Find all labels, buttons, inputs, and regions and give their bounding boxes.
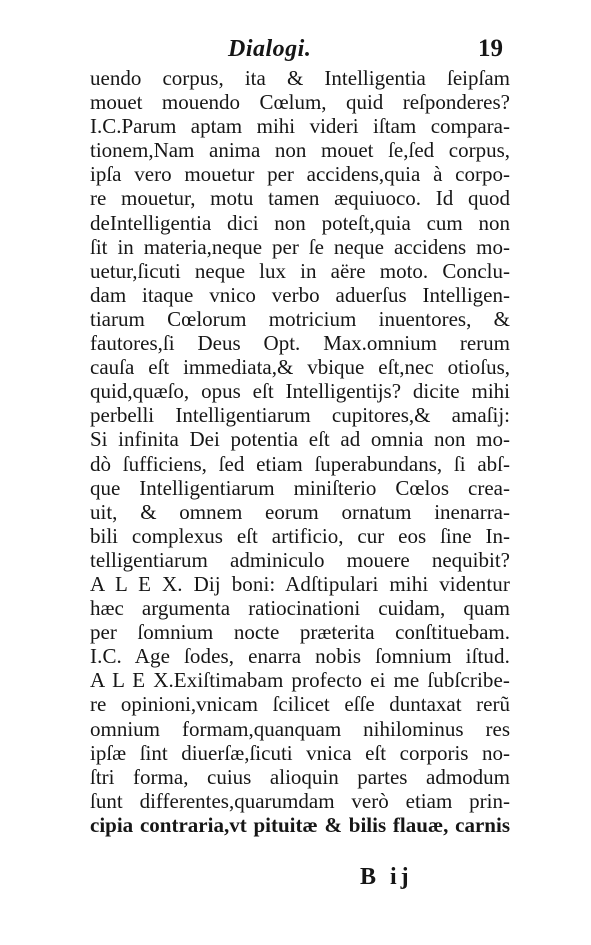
- text-line: re mouetur, motu tamen æquiuoco. Id quod: [90, 186, 510, 211]
- text-line: quid,quæſo, opus eſt Intelligentijs? dicite mihi: [90, 379, 510, 404]
- text-line: bili complexus eſt artificio, cur eos ſine In-: [90, 523, 510, 548]
- text-line: que Intelligentiarum miniſterio Cœlos crea-: [90, 475, 510, 500]
- text-line: deIntelligentia dici non poteſt,quia cum non: [90, 210, 510, 235]
- page-number: 19: [478, 35, 503, 62]
- text-line: ſunt differentes,quarumdam verò etiam prin-: [90, 788, 510, 813]
- text-line: uetur,ſicuti neque lux in aëre moto. Conclu-: [90, 258, 510, 283]
- text-line: I.C.Parum aptam mihi videri iſtam compara-: [90, 114, 510, 139]
- text-line: tionem,Nam anima non mouet ſe,ſed corpus,: [90, 138, 510, 163]
- speaker-line-alex: A L E X. Dij boni: Adſtipulari mihi videntur: [90, 571, 510, 596]
- text-line: Si infinita Dei potentia eſt ad omnia non mo-: [90, 427, 510, 452]
- text-line: mouet mouendo Cœlum, quid reſponderes?: [90, 90, 510, 115]
- text-line: dò ſufficiens, ſed etiam ſuperabundans, ſi abſ-: [90, 451, 510, 476]
- page-header: [0, 36, 591, 66]
- body-text: [90, 66, 510, 837]
- text-line: telligentiarum adminiculo mouere nequibit?: [90, 547, 510, 572]
- text-line: hæc argumenta ratiocinationi cuidam, quam: [90, 596, 510, 621]
- text-line: uendo corpus, ita & Intelligentia ſeipſam: [90, 66, 510, 90]
- text-line: ſit in materia,neque per ſe neque accidens mo-: [90, 234, 510, 259]
- speaker-line-ic: I.C. Age ſodes, enarra nobis ſomnium iſtud.: [90, 644, 510, 669]
- text-line: ſtri forma, cuius alioquin partes admodum: [90, 764, 510, 789]
- text-line: ipſæ ſint diuerſæ,ſicuti vnica eſt corporis no-: [90, 740, 510, 765]
- text-line: cipia contraria,vt pituitæ & bilis flauæ, carnis: [90, 812, 510, 837]
- text-line: tiarum Cœlorum motricium inuentores, &: [90, 306, 510, 331]
- text-line: re opinioni,vnicam ſcilicet eſſe duntaxat rerũ: [90, 692, 510, 717]
- text-line: ipſa vero mouetur per accidens,quia à corpo-: [90, 162, 510, 187]
- text-line: fautores,ſi Deus Opt. Max.omnium rerum: [90, 331, 510, 356]
- text-line: uit, & omnem eorum ornatum inenarra-: [90, 499, 510, 524]
- running-title: Dialogi.: [228, 36, 312, 62]
- text-line: per ſomnium nocte præterita conſtituebam.: [90, 620, 510, 645]
- text-line: cauſa eſt immediata,& vbique eſt,nec otioſus,: [90, 355, 510, 380]
- text-line: omnium formam,quanquam nihilominus res: [90, 716, 510, 741]
- speaker-line-alex: A L E X.Exiſtimabam profecto ei me ſubſcribe-: [90, 668, 510, 693]
- signature-mark: B ij: [360, 864, 413, 890]
- text-line: dam itaque vnico verbo aduerſus Intelligen-: [90, 282, 510, 307]
- text-line: perbelli Intelligentiarum cupitores,& amaſij:: [90, 403, 510, 428]
